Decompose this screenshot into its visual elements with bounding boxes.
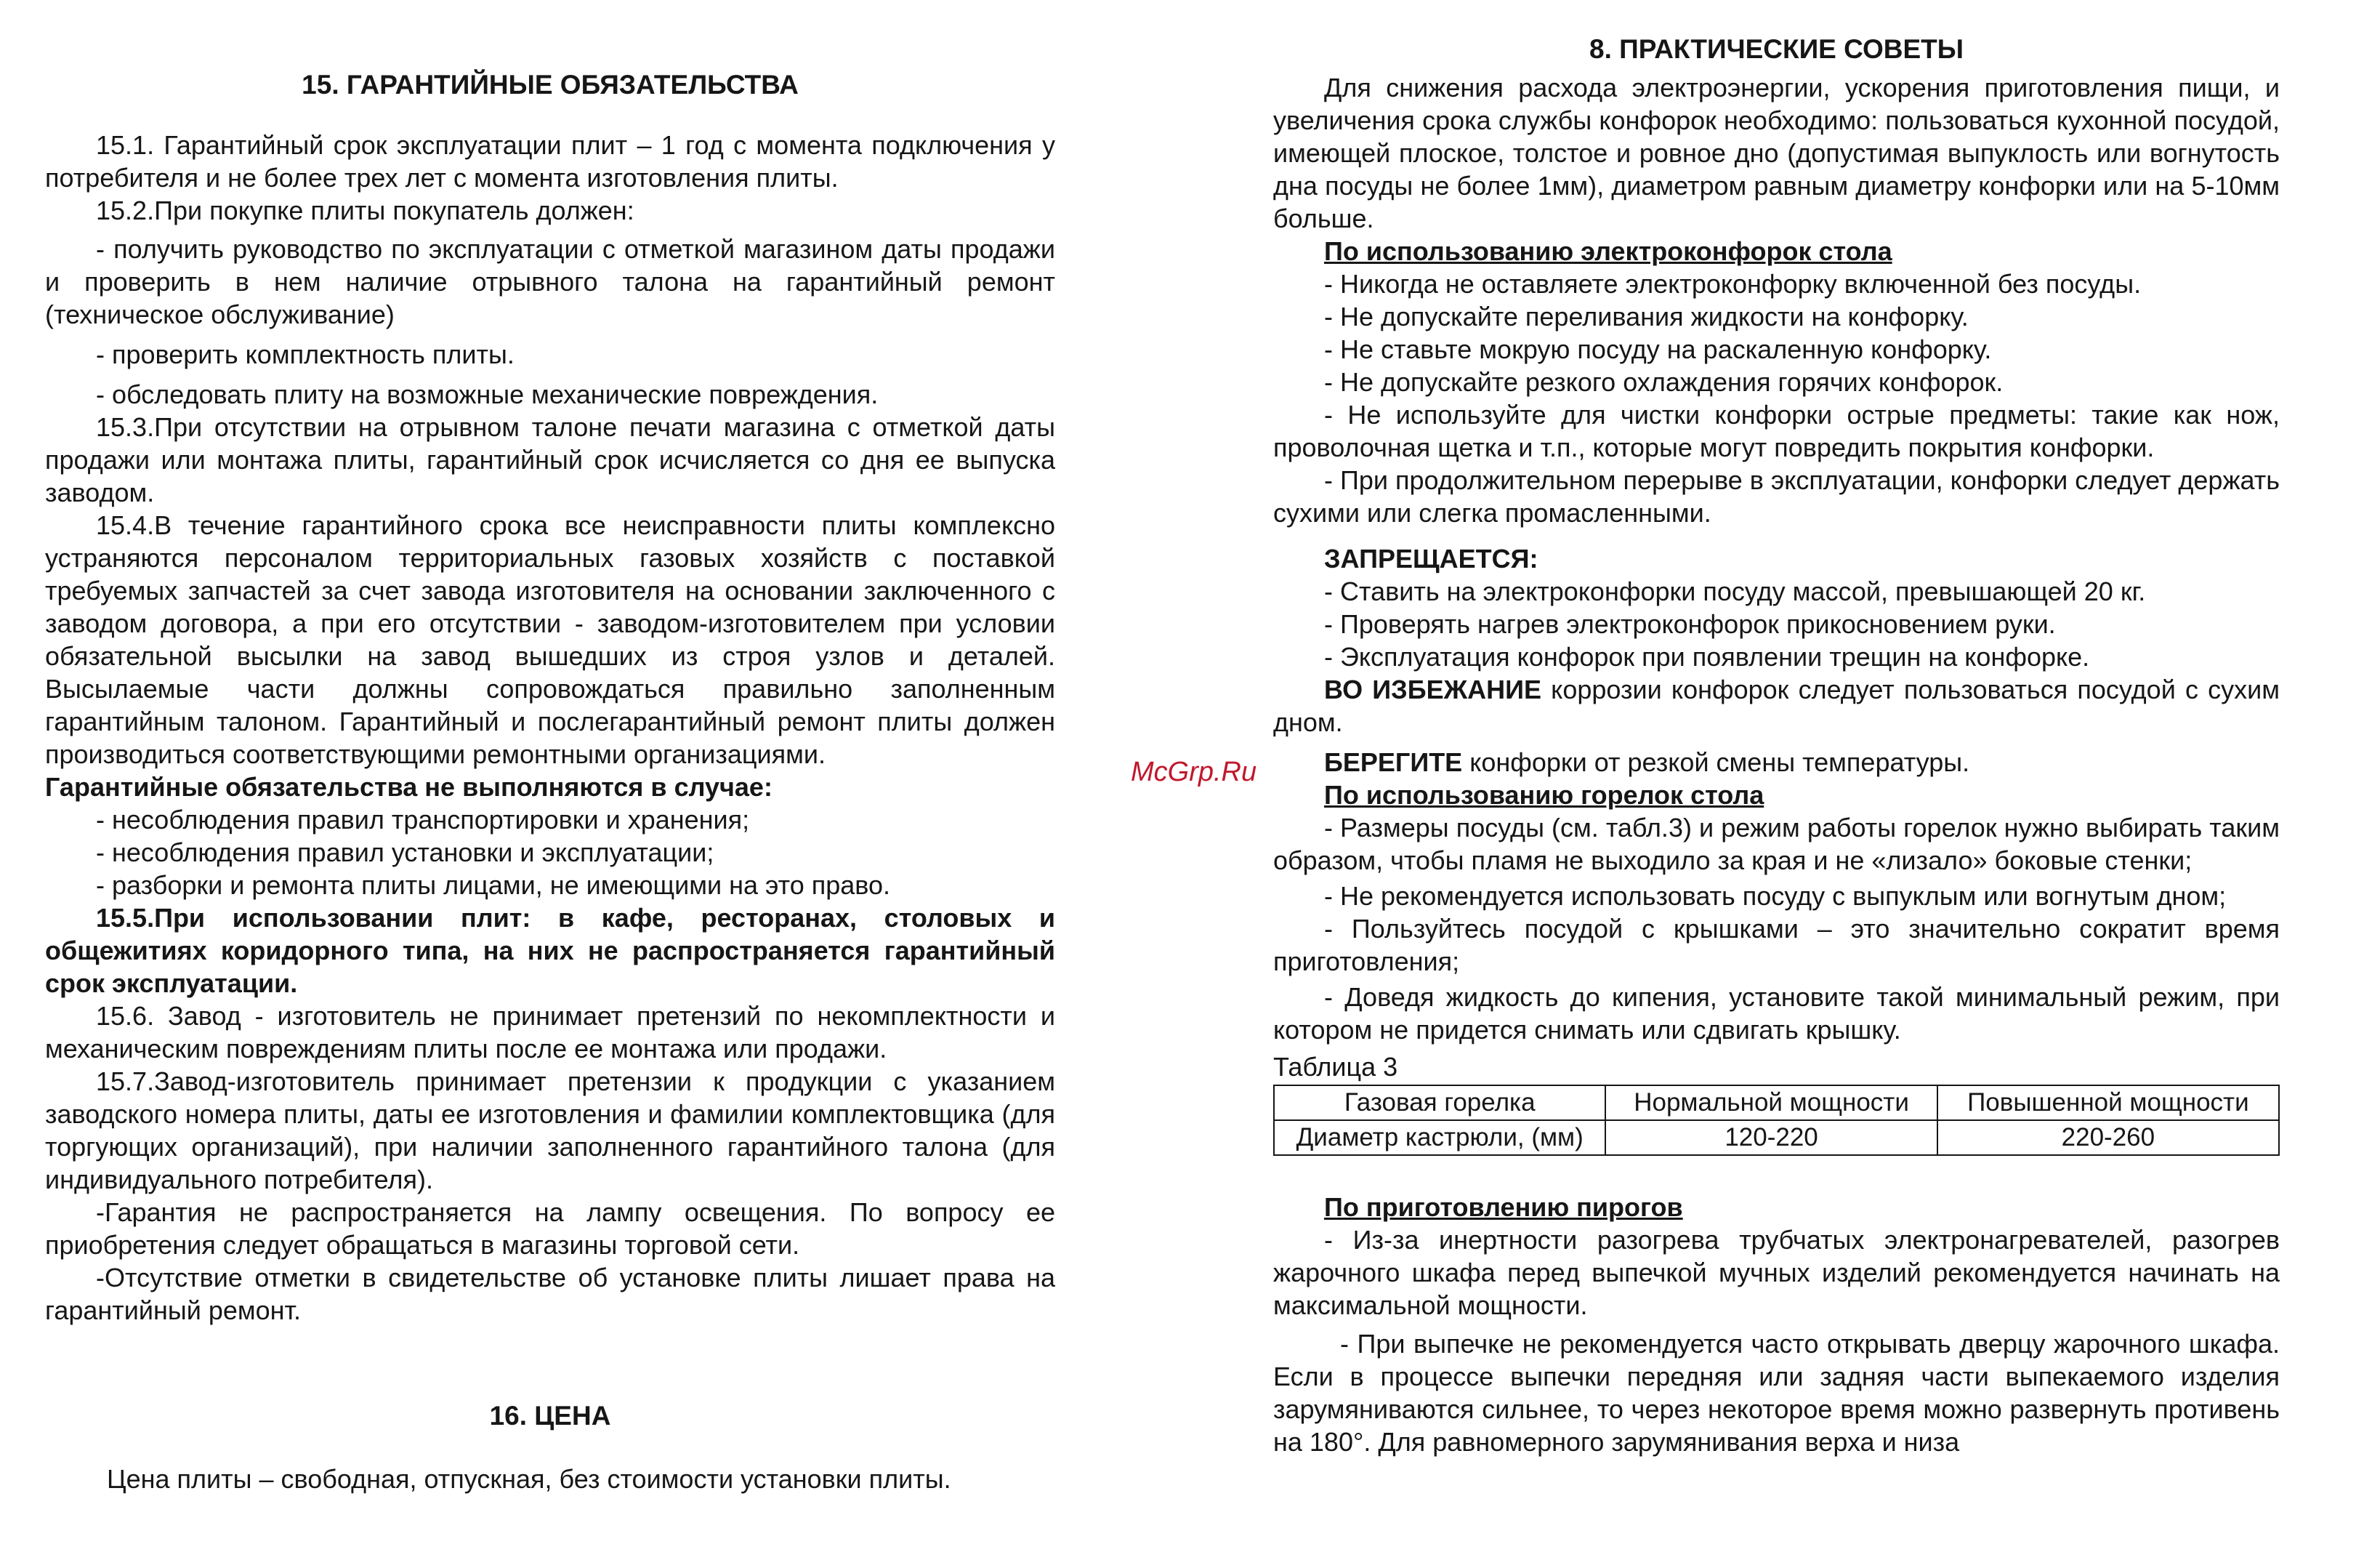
gas-heading: По использованию горелок стола: [1324, 780, 1764, 810]
electro-tip-3: - Не ставьте мокрую посуду на раскаленную конфорку.: [1324, 334, 1992, 364]
table-header-cell: Нормальной мощности: [1605, 1085, 1937, 1120]
electro-heading: По использованию электроконфорок стола: [1324, 236, 1892, 266]
clause-15-7-note-lamp: -Гарантия не распространяется на лампу освещения. По вопросу ее приобретения следует обращаться в магазины торговой сети.: [45, 1197, 1055, 1260]
table-cell: 220-260: [1937, 1120, 2279, 1155]
gas-tip-3: - Пользуйтесь посудой с крышками – это значительно сократит время приготовления;: [1273, 914, 2280, 976]
clause-15-2: 15.2.При покупке плиты покупатель должен:: [96, 196, 634, 225]
right-column: [1273, 0, 2280, 1458]
tips-title: 8. ПРАКТИЧЕСКИЕ СОВЕТЫ: [1589, 34, 1964, 64]
clause-15-6: 15.6. Завод - изготовитель не принимает претензий по некомплектности и механическим повреждениям плиты после ее монтажа или продажи.: [45, 1001, 1055, 1063]
clause-15-7: 15.7.Завод-изготовитель принимает претензии к продукции с указанием заводского номера плиты, даты ее изготовления и фамилии комплектовщика (для торгующих организаций), при наличии заполненного гарантийного талона (для индивидуального потребителя).: [45, 1066, 1055, 1194]
pies-tip-2: - При выпечке не рекомендуется часто открывать дверцу жарочного шкафа. Если в процессе выпечки передняя или задняя части выпекаемого изделия зарумяниваются сильнее, то через некоторое время можно развернуть противень на 180°. Для равномерного зарумянивания верха и низа: [1273, 1329, 2280, 1457]
pies-heading: По приготовлению пирогов: [1324, 1192, 1683, 1222]
tips-intro: Для снижения расхода электроэнергии, ускорения приготовления пищи, и увеличения срока службы конфорок необходимо: пользоваться кухонной посудой, имеющей плоское, толстое и ровное дно (допустимая выпуклость или вогнутость дна посуды не более 1мм), диаметром равным диаметру конфорки или на 5-10мм больше.: [1273, 73, 2280, 233]
electro-tip-2: - Не допускайте переливания жидкости на конфорку.: [1324, 302, 1969, 331]
clause-15-4-item-c: - разборки и ремонта плиты лицами, не имеющими на это право.: [96, 870, 891, 900]
forbidden-3: - Эксплуатация конфорок при появлении трещин на конфорке.: [1324, 642, 2090, 672]
clause-15-4-item-a: - несоблюдения правил транспортировки и хранения;: [96, 805, 750, 835]
electro-tip-5: - Не используйте для чистки конфорки острые предметы: такие как нож, проволочная щетка и т.п., которые могут повредить покрытия конфорки.: [1273, 400, 2280, 462]
avoid-corrosion-note: [1273, 673, 2280, 739]
protect-bold: БЕРЕГИТЕ: [1324, 747, 1463, 777]
table-cell: Диаметр кастрюли, (мм): [1274, 1120, 1605, 1155]
burner-table: [1273, 1085, 2280, 1156]
clause-15-4: 15.4.В течение гарантийного срока все неисправности плиты комплексно устраняются персоналом территориальных газовых хозяйств с поставкой требуемых запчастей за счет завода изготовителя на основании заключенного с заводом договора, а при его отсутствии - заводом-изготовителем при условии обязательной высылки на завод вышедших из строя узлов и деталей. Высылаемые части должны сопровождаться правильно заполненным гарантийным талоном. Гарантийный и послегарантийный ремонт плиты должен производиться соответствующими ремонтными организациями.: [45, 510, 1055, 769]
left-column: [45, 0, 1055, 1495]
gas-tip-4: - Доведя жидкость до кипения, установите такой минимальный режим, при котором не придется снимать или сдвигать крышку.: [1273, 982, 2280, 1045]
clause-15-4-item-b: - несоблюдения правил установки и эксплуатации;: [96, 837, 714, 867]
avoid-bold: ВО ИЗБЕЖАНИЕ: [1324, 675, 1542, 704]
table-caption: Таблица 3: [1273, 1052, 1398, 1082]
forbidden-heading: ЗАПРЕЩАЕТСЯ:: [1324, 544, 1538, 574]
protect-text: конфорки от резкой смены температуры.: [1462, 747, 1970, 777]
clause-15-7-note-mark: -Отсутствие отметки в свидетельстве об установке плиты лишает права на гарантийный ремонт.: [45, 1263, 1055, 1325]
avoid-text: коррозии конфорок следует пользоваться посудой с сухим дном.: [1273, 675, 2280, 737]
watermark: McGrp.Ru: [1131, 757, 1257, 787]
clause-15-2-item-c: - обследовать плиту на возможные механические повреждения.: [96, 379, 879, 409]
table-header-cell: Повышенной мощности: [1937, 1085, 2279, 1120]
clause-15-2-item-a: - получить руководство по эксплуатации с отметкой магазином даты продажи и проверить в нем наличие отрывного талона на гарантийный ремонт (техническое обслуживание): [45, 234, 1055, 329]
electro-tip-4: - Не допускайте резкого охлаждения горячих конфорок.: [1324, 367, 2004, 397]
gas-tip-2: - Не рекомендуется использовать посуду с выпуклым или вогнутым дном;: [1324, 881, 2227, 911]
electro-tip-1: - Никогда не оставляете электроконфорку включенной без посуды.: [1324, 269, 2142, 299]
price-title: 16. ЦЕНА: [489, 1401, 611, 1431]
electro-tip-6: - При продолжительном перерыве в эксплуатации, конфорки следует держать сухими или слегка промасленными.: [1273, 465, 2280, 528]
table-header-cell: Газовая горелка: [1274, 1085, 1605, 1120]
clause-15-2-item-b: - проверить комплектность плиты.: [96, 339, 515, 369]
clause-15-5: 15.5.При использовании плит: в кафе, ресторанах, столовых и общежитиях коридорного типа, на них не распространяется гарантийный срок эксплуатации.: [45, 903, 1055, 998]
table-cell: 120-220: [1605, 1120, 1937, 1155]
clause-15-3: 15.3.При отсутствии на отрывном талоне печати магазина с отметкой даты продажи или монтажа плиты, гарантийный срок исчисляется со дня ее выпуска заводом.: [45, 412, 1055, 507]
table-row: [1274, 1120, 2279, 1155]
warranty-title: 15. ГАРАНТИЙНЫЕ ОБЯЗАТЕЛЬСТВА: [302, 70, 799, 100]
gas-tip-1: - Размеры посуды (см. табл.3) и режим работы горелок нужно выбирать таким образом, чтобы пламя не выходило за края и не «лизало» боковые стенки;: [1273, 813, 2280, 875]
price-text: Цена плиты – свободная, отпускная, без стоимости установки плиты.: [107, 1464, 951, 1494]
table-header-row: [1274, 1085, 2279, 1120]
pies-tip-1: - Из-за инертности разогрева трубчатых электронагревателей, разогрев жарочного шкафа перед выпечкой мучных изделий рекомендуется начинать на максимальной мощности.: [1273, 1225, 2280, 1320]
protect-note: [1273, 746, 2280, 779]
forbidden-1: - Ставить на электроконфорки посуду массой, превышающей 20 кг.: [1324, 576, 2146, 606]
clause-15-1: 15.1. Гарантийный срок эксплуатации плит – 1 год с момента подключения у потребителя и не более трех лет с момента изготовления плиты.: [45, 130, 1055, 193]
clause-15-4-exclusions-heading: Гарантийные обязательства не выполняются в случае:: [45, 772, 773, 802]
forbidden-2: - Проверять нагрев электроконфорок прикосновением руки.: [1324, 609, 2056, 639]
